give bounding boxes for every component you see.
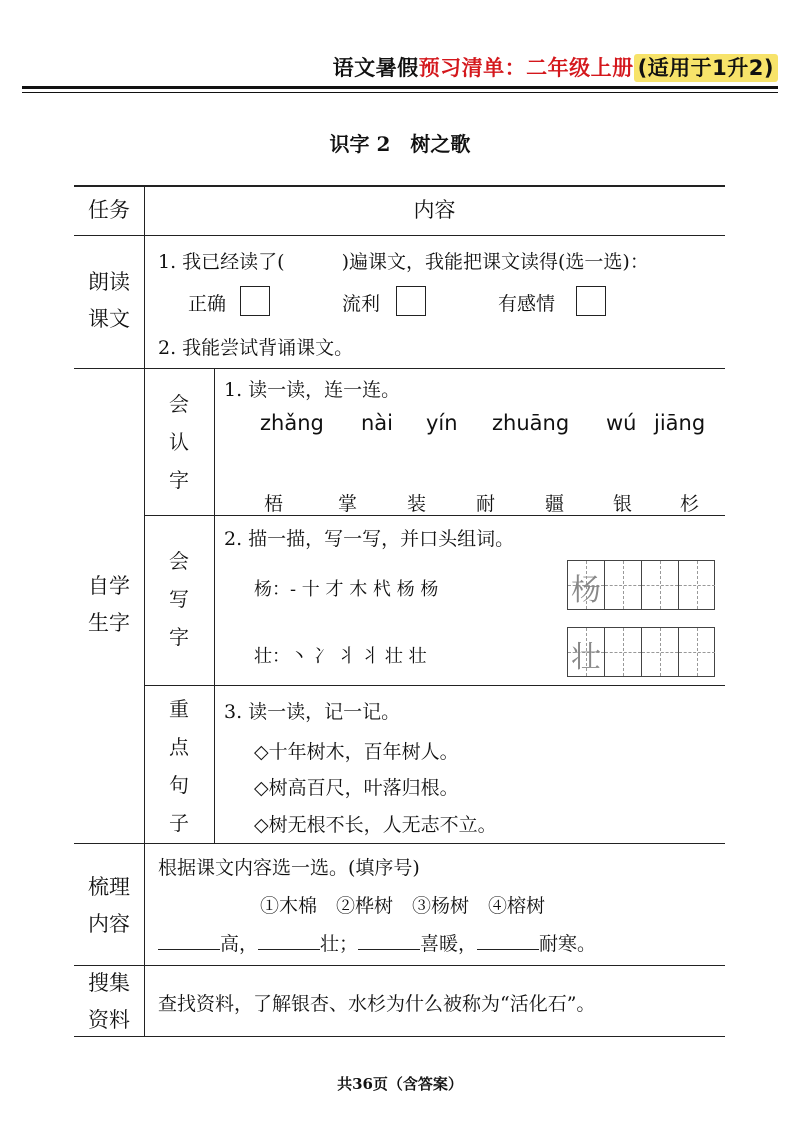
- char-item[interactable]: 银: [613, 493, 633, 515]
- sentences-label-char: 子: [169, 811, 189, 835]
- sentence-item: ◇十年树木，百年树人。: [254, 741, 459, 763]
- collect-label: [74, 965, 144, 1039]
- write-label-char: 写: [169, 587, 189, 611]
- recognize-label-char: 字: [169, 468, 189, 492]
- write-instruction: 2. 描一描，写一写，并口头组词。: [224, 528, 515, 550]
- header-rule-thick: [22, 86, 778, 89]
- char-item[interactable]: 掌: [338, 493, 358, 515]
- header-title: [333, 52, 778, 82]
- row-divider: [74, 235, 725, 236]
- sort-label: [74, 869, 144, 943]
- writing-cell[interactable]: [679, 561, 715, 609]
- header-content: 内容: [413, 198, 456, 222]
- writing-cell[interactable]: [642, 628, 679, 676]
- pinyin-item[interactable]: zhǎng: [260, 411, 324, 435]
- model-char-yang: 杨: [571, 573, 601, 608]
- header-rule-thin: [22, 92, 778, 93]
- header-task: 任务: [88, 198, 130, 222]
- reading-line2: 2. 我能尝试背诵课文。: [158, 337, 354, 359]
- stroke-order-zhuang: 壮：丶 冫 丬 丬 壮 壮: [254, 646, 427, 667]
- collect-text: 查找资料，了解银杏、水杉为什么被称为“活化石”。: [158, 993, 596, 1015]
- recognize-label: [144, 385, 214, 499]
- table-bottom-border: [74, 1036, 725, 1037]
- pinyin-item[interactable]: nài: [361, 411, 394, 435]
- sort-label-line2: 内容: [88, 912, 130, 936]
- reading-option-emotion: 有感情: [498, 293, 556, 315]
- reading-line1: 1. 我已经读了( )遍课文，我能把课文读得(选一选)：: [158, 251, 649, 273]
- sentence-item: ◇树高百尺，叶落归根。: [254, 777, 459, 799]
- self-study-label-line2: 生字: [88, 611, 130, 635]
- checkbox-correct[interactable]: [240, 286, 270, 316]
- writing-cell[interactable]: [605, 628, 642, 676]
- checkbox-emotion[interactable]: [576, 286, 606, 316]
- writing-cell[interactable]: [605, 561, 642, 609]
- sentences-label-char: 重: [169, 697, 189, 721]
- sentences-label: [144, 690, 214, 842]
- answer-blank[interactable]: [477, 931, 539, 950]
- self-study-label: [74, 568, 144, 642]
- blank-suffix: 高，: [220, 933, 259, 955]
- char-item[interactable]: 杉: [680, 493, 700, 515]
- blank-suffix: 喜暖，: [420, 933, 478, 955]
- page-title: 识字 2 树之歌: [329, 132, 471, 156]
- writing-grid-yang[interactable]: [567, 560, 715, 610]
- sort-instruction: 根据课文内容选一选。(填序号): [158, 857, 420, 879]
- pinyin-item[interactable]: yín: [426, 411, 458, 435]
- recognize-instruction: 1. 读一读，连一连。: [224, 379, 401, 401]
- stroke-order-yang: 杨：- 十 才 木 杙 杨 杨: [254, 579, 439, 600]
- reading-label: [74, 264, 144, 338]
- header-part2: 预习清单：二年级上册: [418, 56, 634, 80]
- checkbox-fluent[interactable]: [396, 286, 426, 316]
- char-item[interactable]: 装: [407, 493, 427, 515]
- row-divider: [74, 368, 725, 369]
- header-part3: (适用于1升2): [634, 54, 778, 82]
- writing-cell[interactable]: [642, 561, 679, 609]
- header-part1: 语文暑假: [332, 56, 419, 80]
- pinyin-item[interactable]: wú: [606, 411, 637, 435]
- write-label: [144, 542, 214, 656]
- reading-option-correct: 正确: [188, 293, 227, 315]
- self-study-label-line1: 自学: [88, 574, 130, 598]
- blank-suffix: 壮；: [320, 933, 359, 955]
- answer-blank[interactable]: [158, 931, 220, 950]
- pinyin-item[interactable]: zhuāng: [492, 411, 570, 435]
- char-item[interactable]: 梧: [264, 493, 284, 515]
- blank-suffix: 耐寒。: [539, 933, 597, 955]
- char-item[interactable]: 疆: [545, 493, 565, 515]
- row-divider: [144, 515, 725, 516]
- char-item[interactable]: 耐: [476, 493, 496, 515]
- collect-label-line1: 搜集: [88, 971, 130, 995]
- writing-grid-zhuang[interactable]: [567, 627, 715, 677]
- sentences-instruction: 3. 读一读，记一记。: [224, 701, 401, 723]
- sort-blanks-line: [158, 929, 596, 956]
- row-divider: [144, 685, 725, 686]
- row-divider: [74, 965, 725, 966]
- collect-label-line2: 资料: [88, 1008, 130, 1032]
- page-footer: 共36页（含答案）: [337, 1075, 463, 1093]
- study-table: [74, 185, 725, 1037]
- pinyin-item[interactable]: jiāng: [654, 411, 706, 435]
- write-label-char: 字: [169, 625, 189, 649]
- reading-label-line1: 朗读: [88, 270, 130, 294]
- recognize-label-char: 会: [169, 392, 189, 416]
- model-char-zhuang: 壮: [571, 640, 601, 675]
- sentences-label-char: 点: [169, 735, 189, 759]
- answer-blank[interactable]: [358, 931, 420, 950]
- sub-column-divider: [214, 368, 215, 843]
- row-divider: [74, 843, 725, 844]
- reading-label-line2: 课文: [88, 307, 130, 331]
- sort-options: ①木棉 ②桦树 ③杨树 ④榕树: [260, 895, 546, 917]
- sort-label-line1: 梳理: [88, 875, 130, 899]
- recognize-label-char: 认: [169, 430, 189, 454]
- sentence-item: ◇树无根不长，人无志不立。: [254, 814, 497, 836]
- reading-option-fluent: 流利: [342, 293, 381, 315]
- answer-blank[interactable]: [258, 931, 320, 950]
- sentences-label-char: 句: [169, 773, 189, 797]
- write-label-char: 会: [169, 549, 189, 573]
- writing-cell[interactable]: [679, 628, 715, 676]
- table-top-border: [74, 185, 725, 187]
